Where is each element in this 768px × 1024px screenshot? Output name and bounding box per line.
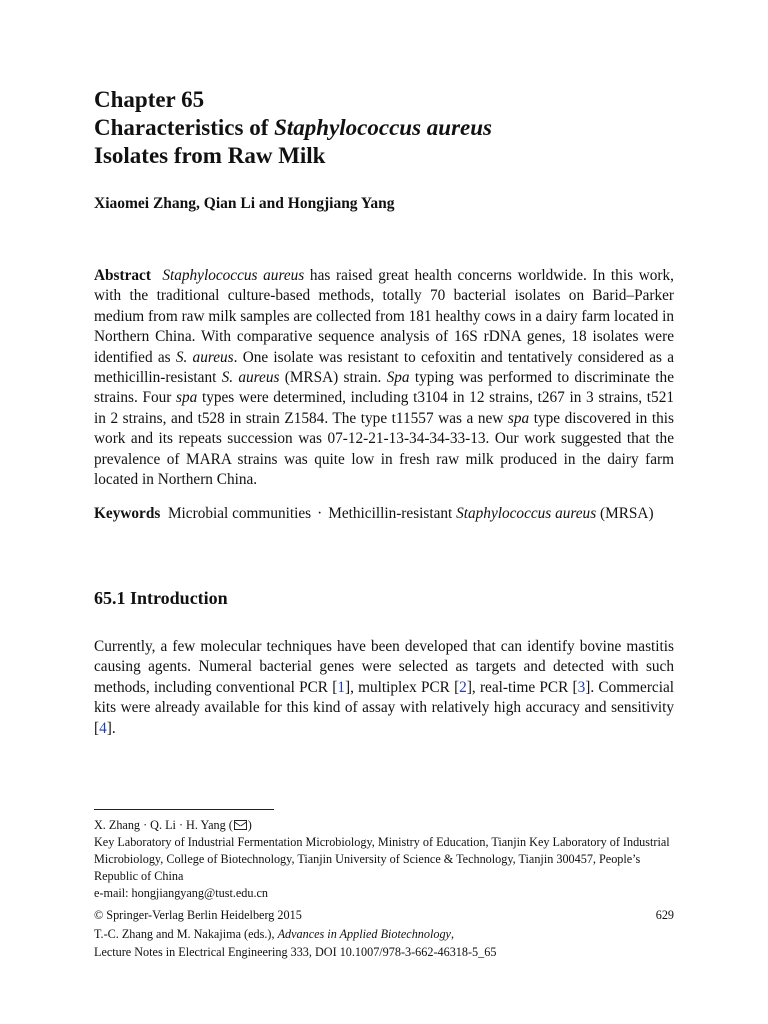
- gene-name: spa: [507, 409, 530, 427]
- author-names-text: X. Zhang · Q. Li · H. Yang (: [94, 818, 233, 832]
- intro-text: ], multiplex PCR [: [344, 678, 460, 696]
- abstract-text: typing was performed to discriminate the strains. Four: [94, 369, 674, 407]
- editors-line: [94, 925, 674, 944]
- intro-text: ], real-time PCR [: [466, 678, 578, 696]
- citation-link[interactable]: 4: [99, 719, 107, 737]
- intro-text: Currently, a few molecular techniques have been developed that can identify bovine mastitis causing agents. Numeral bacterial genes were selected as targets and detected with such methods, including conventional PCR [: [94, 637, 674, 696]
- envelope-icon: [234, 820, 247, 830]
- footnote: [94, 817, 674, 902]
- keywords-label: Keywords: [94, 505, 161, 523]
- title-text: Characteristics of: [94, 115, 275, 140]
- abstract-text: has raised great health concerns worldwide. In this work, with the traditional culture-based methods, totally 70 bacterial isolates on Barid–Parker medium from raw milk samples are collected from 181 healthy cows in a dairy farm located in Northern China. With comparative sequence analysis of 16S rDNA genes, 18 isolates were identified as: [94, 267, 674, 366]
- intro-text: ]. Commercial kits were already available for this kind of assay with relatively high accuracy and sensitivity [: [94, 678, 675, 737]
- editors-suffix: ,: [450, 926, 455, 941]
- title-species: Staphylococcus aureus: [274, 115, 492, 140]
- abstract-label: Abstract: [94, 267, 151, 284]
- citation-link[interactable]: 2: [459, 678, 467, 696]
- footnote-divider: [94, 809, 274, 810]
- email[interactable]: e-mail: hongjiangyang@tust.edu.cn: [94, 886, 269, 900]
- chapter-label: Chapter 65: [94, 87, 205, 112]
- series-line: Lecture Notes in Electrical Engineering 333, DOI 10.1007/978-3-662-46318-5_65: [94, 945, 497, 959]
- keywords: [94, 504, 674, 524]
- gene-name: spa: [176, 389, 198, 407]
- page-body: [94, 86, 674, 739]
- abstract-text: . One isolate was resistant to cefoxitin and tentatively considered as a methicillin-resistant: [94, 348, 674, 387]
- species-name: S. aureus: [175, 348, 234, 366]
- keyword-separator: ·: [317, 505, 323, 523]
- abstract-text: (MRSA) strain.: [279, 369, 387, 387]
- keyword-2: Methicillin-resistant: [328, 505, 457, 523]
- copyright-line: © Springer-Verlag Berlin Heidelberg 2015: [94, 908, 302, 922]
- author-names: [94, 817, 674, 834]
- keyword-1: Microbial communities: [167, 505, 312, 523]
- citation-link[interactable]: 1: [337, 678, 345, 696]
- authors: Xiaomei Zhang, Qian Li and Hongjiang Yang: [94, 195, 395, 212]
- editors-text: T.-C. Zhang and M. Nakajima (eds.),: [94, 926, 278, 941]
- gene-name: Spa: [386, 369, 410, 387]
- chapter-title: [94, 114, 674, 170]
- abstract: [94, 266, 674, 490]
- book-title: Advances in Applied Biotechnology: [277, 926, 451, 941]
- species-name: Staphylococcus aureus: [162, 267, 305, 284]
- citation-link[interactable]: 3: [577, 678, 586, 696]
- abstract-text: type discovered in this work and its repeats succession was 07-12-21-13-34-34-33-13. Our work suggested that the prevalence of MARA strains was quite low in fresh raw milk produced in the dairy farm located in Northern China.: [94, 409, 674, 489]
- title-text-line2: Isolates from Raw Milk: [94, 143, 326, 168]
- intro-paragraph: [94, 637, 674, 739]
- keyword-2-suffix: (MRSA): [596, 505, 654, 523]
- keyword-2-species: Staphylococcus aureus: [456, 505, 597, 523]
- abstract-text: types were determined, including t3104 in 12 strains, t267 in 3 strains, t521 in 2 strains, and t528 in strain Z1584. The type t11557 was a new: [94, 389, 674, 427]
- author-names-close: ): [247, 818, 252, 832]
- species-name: S. aureus: [221, 369, 280, 387]
- intro-text: ].: [106, 719, 116, 737]
- affiliation: Key Laboratory of Industrial Fermentation Microbiology, Ministry of Education, Tianjin Key Laboratory of Industrial Microbiology, College of Biotechnology, Tianjin University of Science & Technology, Tianjin 300457, People’s Republic of China: [94, 835, 670, 883]
- copyright-block: [94, 906, 674, 962]
- page-number: 629: [655, 908, 674, 922]
- section-heading: 65.1 Introduction: [94, 587, 228, 608]
